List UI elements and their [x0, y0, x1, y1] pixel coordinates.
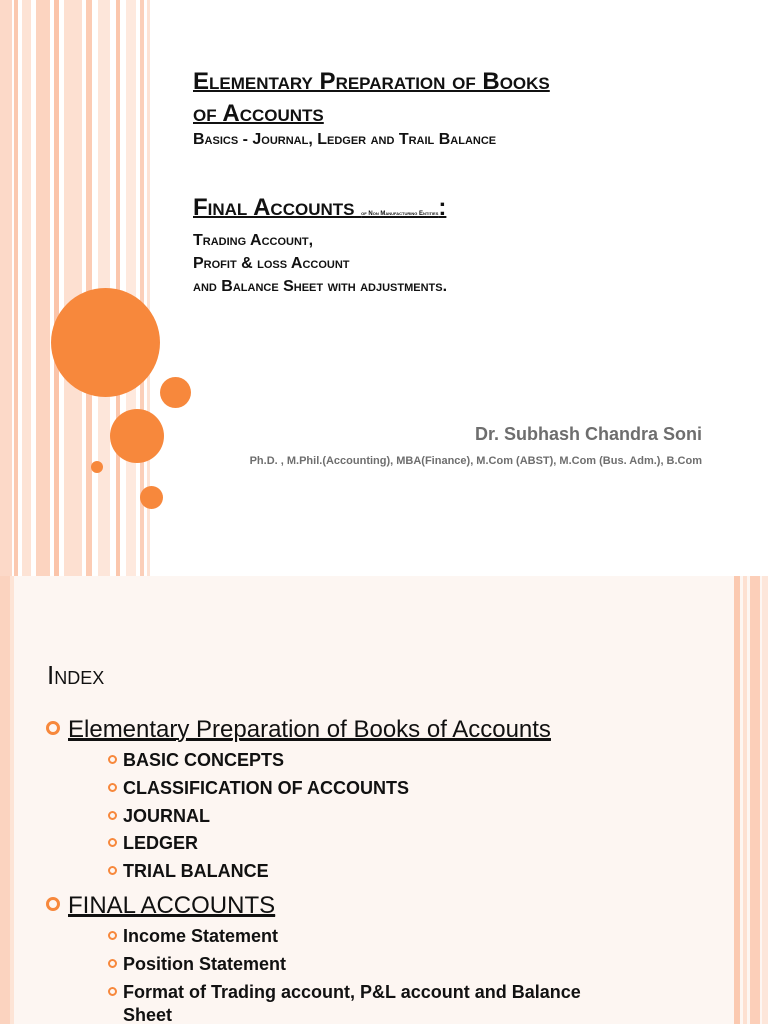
index-heading: Index [47, 660, 105, 690]
subtitle: Basics - Journal, Ledger and Trail Balance [193, 131, 497, 148]
list-item: Income Statement [108, 926, 278, 947]
right-stripe-1 [734, 576, 740, 1024]
final-item-profit-loss: Profit & loss Account [193, 255, 350, 272]
index-slide [0, 576, 768, 1024]
final-accounts-heading [193, 193, 713, 229]
small-circle-decoration [160, 377, 191, 408]
section-final-accounts: FINAL ACCOUNTS [46, 892, 275, 920]
left-stripe [0, 576, 10, 1024]
final-item-trading: Trading Account, [193, 232, 314, 249]
ring-bullet-icon [108, 783, 117, 792]
author-qualifications: Ph.D. , M.Phil.(Accounting), MBA(Finance), M.Com (ABST), M.Com (Bus. Adm.), B.Com [249, 455, 702, 467]
final-heading-colon: : [438, 194, 447, 221]
slide-title [193, 66, 713, 151]
ring-bullet-icon [108, 811, 117, 820]
ring-bullet-icon [108, 755, 117, 764]
right-stripe-2 [743, 576, 747, 1024]
left-stripe-inner [10, 576, 14, 1024]
right-stripe-3 [750, 576, 760, 1024]
list-item: BASIC CONCEPTS [108, 750, 284, 771]
ring-bullet-icon [108, 987, 117, 996]
list-item: Format of Trading account, P&L account and Balance Sheet [108, 981, 628, 1024]
medium-circle-decoration [110, 409, 164, 463]
title-line-2: of Accounts [193, 100, 324, 127]
author-name: Dr. Subhash Chandra Soni [474, 424, 702, 444]
title-line-1: Elementary Preparation of Books [193, 68, 550, 95]
list-item: JOURNAL [108, 806, 210, 827]
dot-circle-decoration [91, 461, 103, 473]
list-item: LEDGER [108, 833, 198, 854]
ring-bullet-icon [46, 721, 60, 735]
ring-bullet-icon [108, 959, 117, 968]
ring-bullet-icon [108, 931, 117, 940]
section-elementary-preparation: Elementary Preparation of Books of Accounts [46, 716, 551, 744]
decorative-stripes [0, 0, 152, 576]
right-stripe-4 [762, 576, 768, 1024]
list-item: Position Statement [108, 954, 286, 975]
list-item: TRIAL BALANCE [108, 861, 269, 882]
ring-bullet-icon [108, 866, 117, 875]
final-accounts-block [193, 193, 713, 298]
final-item-balance-sheet: and Balance Sheet with adjustments. [193, 278, 448, 295]
ring-bullet-icon [108, 838, 117, 847]
small-circle-decoration-2 [140, 486, 163, 509]
ring-bullet-icon [46, 897, 60, 911]
final-heading-text: Final Accounts [193, 194, 355, 221]
final-heading-small: of Non Manufacturing Entities [361, 211, 439, 217]
list-item: CLASSIFICATION OF ACCOUNTS [108, 778, 409, 799]
large-circle-decoration [51, 288, 160, 397]
